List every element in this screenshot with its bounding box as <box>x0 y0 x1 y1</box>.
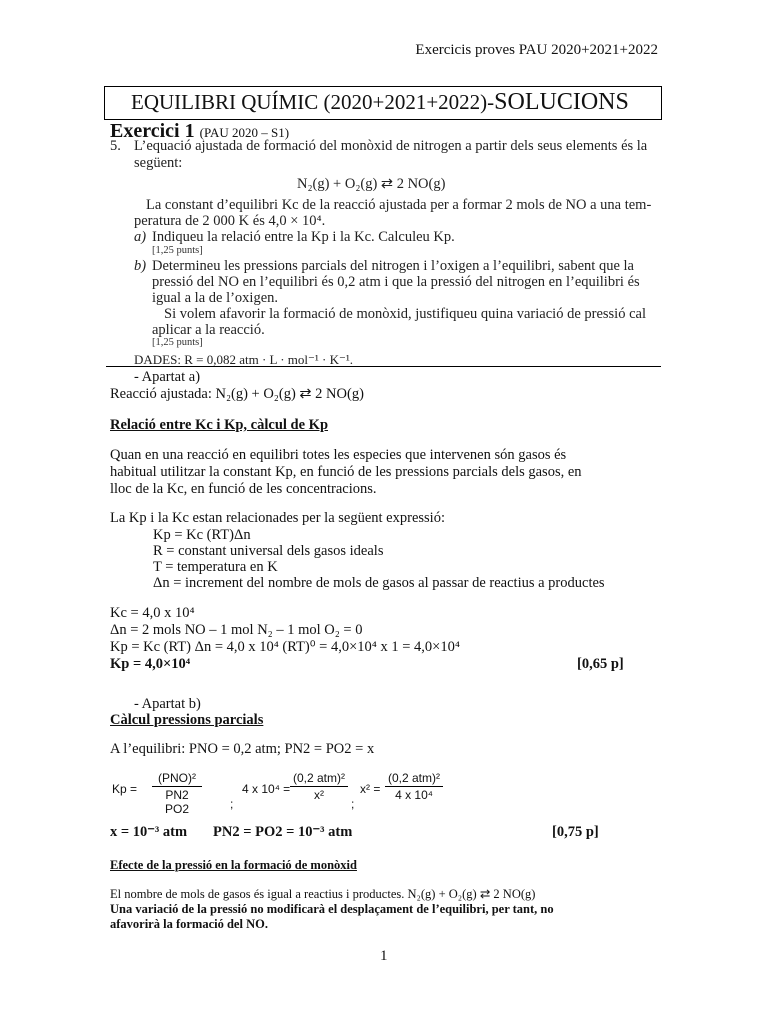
question-b-points: [1,25 punts] <box>152 337 203 348</box>
mid-fraction <box>290 771 348 802</box>
equilibrium-pressures: A l’equilibri: PNO = 0,2 atm; PN2 = PO2 = x <box>110 741 375 757</box>
question-intro-line-2: següent: <box>134 155 183 171</box>
title-suffix: SOLUCIONS <box>494 89 629 115</box>
question-a-label: a) <box>134 229 147 245</box>
calc-kc: Kc = 4,0 x 10⁴ <box>110 605 195 621</box>
question-kc-line-1: La constant d’equilibri Kc de la reacció ajustada per a formar 2 mols de NO a una tem- <box>146 197 652 213</box>
part-a-points: [0,65 p] <box>577 656 624 672</box>
question-a-points: [1,25 punts] <box>152 245 203 256</box>
calc-kp: Kp = Kc (RT) Δn = 4,0 x 10⁴ (RT)⁰ = 4,0×10⁴ x 1 = 4,0×10⁴ <box>110 639 460 655</box>
x2-fraction-bar <box>385 786 443 787</box>
kp-fraction <box>152 771 202 816</box>
mid-lhs: 4 x 10⁴ = <box>242 782 291 796</box>
effect-line-2: Una variació de la pressió no modificarà el desplaçament de l’equilibri, per tant, no <box>110 902 554 916</box>
separator-2: ; <box>351 797 355 811</box>
part-a-heading: - Apartat a) <box>134 369 201 385</box>
question-b-line-5: aplicar a la reacció. <box>152 322 265 338</box>
kp-denominator: PN2 PO2 <box>164 788 189 816</box>
question-b-label: b) <box>134 258 147 274</box>
part-b-points: [0,75 p] <box>552 824 599 840</box>
part-a-relation-intro: La Kp i la Kc estan relacionades per la següent expressió: <box>110 510 445 526</box>
question-data: DADES: R = 0,082 atm · L · mol⁻¹ · K⁻¹. <box>134 352 354 367</box>
effect-line-1: El nombre de mols de gasos és igual a reactius i productes. N₂(g) + O₂(g) ⇄ 2 NO(g) <box>110 887 536 901</box>
effect-line-3: afavorirà la formació del NO. <box>110 917 268 931</box>
part-a-balanced-reaction: Reacció ajustada: N₂(g) + O₂(g) ⇄ 2 NO(g) <box>110 386 364 402</box>
result-kp: Kp = 4,0×10⁴ <box>110 656 191 672</box>
part-a-paragraph-line-3: lloc de la Kc, en funció de les concentracions. <box>110 481 377 497</box>
question-b-line-2: pressió del NO en l’equilibri és 0,2 atm i que la pressió del nitrogen en l’equilibri és <box>152 274 640 290</box>
x2-numerator: (0,2 atm)² <box>387 771 440 785</box>
question-b-line-1: Determineu les pressions parcials del nitrogen i l’oxigen a l’equilibri, sabent que la <box>152 258 634 274</box>
x2-fraction <box>385 771 443 802</box>
formula-delta-n-def: Δn = increment del nombre de mols de gasos al passar de reactius a productes <box>153 575 605 591</box>
kp-numerator: (PNO)² <box>158 771 196 785</box>
question-a-text: Indiqueu la relació entre la Kp i la Kc. Calculeu Kp. <box>152 229 455 245</box>
question-number: 5. <box>110 138 121 154</box>
formula-r-def: R = constant universal dels gasos ideals <box>153 543 384 559</box>
page-number: 1 <box>380 948 388 964</box>
formula-kp-kc: Kp = Kc (RT)Δn <box>153 527 251 543</box>
separator-1: ; <box>230 797 234 811</box>
section-divider <box>106 366 661 367</box>
calc-delta-n: Δn = 2 mols NO – 1 mol N₂ – 1 mol O₂ = 0 <box>110 622 363 638</box>
kp-fraction-bar <box>152 786 202 787</box>
question-intro-line-1: L’equació ajustada de formació del monòxid de nitrogen a partir dels seus elements és la <box>134 138 648 154</box>
result-x: x = 10⁻³ atm <box>110 824 188 840</box>
kp-lhs: Kp = <box>112 782 138 796</box>
question-b-line-4: Si volem afavorir la formació de monòxid, justifiqueu quina variació de pressió cal <box>164 306 646 322</box>
mid-fraction-bar <box>290 786 348 787</box>
title-main: EQUILIBRI QUÍMIC (2020+2021+2022)- <box>131 90 495 114</box>
result-partial-pressures: PN2 = PO2 = 10⁻³ atm <box>213 824 353 840</box>
part-a-paragraph-line-2: habitual utilitzar la constant Kp, en funció de les pressions parcials dels gasos, en <box>110 464 582 480</box>
title-box <box>104 86 662 120</box>
exercise-source: (PAU 2020 – S1) <box>199 125 290 140</box>
question-kc-line-2: peratura de 2 000 K és 4,0 × 10⁴. <box>134 213 326 229</box>
mid-numerator: (0,2 atm)² <box>292 771 345 785</box>
effect-heading: Efecte de la pressió en la formació de monòxid <box>110 858 357 872</box>
x2-lhs: x² = <box>360 782 381 796</box>
question-b-line-3: igual a la de l’oxigen. <box>152 290 279 306</box>
part-b-subheading: Càlcul pressions parcials <box>110 712 264 728</box>
question-equation: N₂(g) + O₂(g) ⇄ 2 NO(g) <box>297 176 446 192</box>
part-b-heading: - Apartat b) <box>134 696 201 712</box>
part-a-paragraph-line-1: Quan en una reacció en equilibri totes les especies que intervenen són gasos és <box>110 447 567 463</box>
mid-denominator: x² <box>314 788 324 802</box>
running-header: Exercicis proves PAU 2020+2021+2022 <box>415 42 658 58</box>
exercise-label: Exercici 1 <box>110 120 195 142</box>
formula-t-def: T = temperatura en K <box>153 559 278 575</box>
x2-denominator: 4 x 10⁴ <box>395 788 433 802</box>
page-title <box>131 89 629 116</box>
part-a-subheading: Relació entre Kc i Kp, càlcul de Kp <box>110 417 329 433</box>
